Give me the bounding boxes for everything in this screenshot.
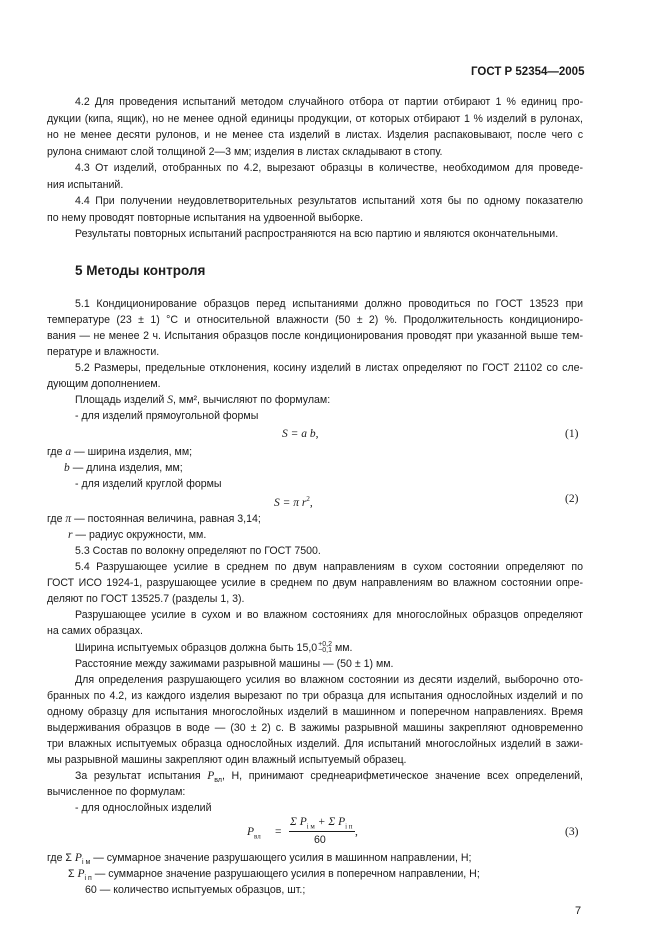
text-line: Площадь изделий S, мм², вычисляют по формулам: — [75, 394, 331, 406]
list-item: - для изделий круглой формы — [75, 478, 222, 490]
text-line: 5.1 Кондиционирование образцов перед испытаниями должно проводиться по ГОСТ 13523 при — [75, 298, 583, 310]
equation-number: (2) — [565, 493, 579, 505]
text-line: ния испытаний. — [47, 179, 124, 191]
text-line: r — радиус окружности, мм. — [68, 529, 207, 541]
text-line: Σ $P_{i п}$ — суммарное значение разрушающего усилия в поперечном направлении, Н; — [68, 868, 480, 883]
paragraph-5-3: 5.3 Состав по волокну определяют по ГОСТ 7500. — [75, 545, 321, 557]
text-line: Для определения разрушающего усилия во влажном состоянии из десяти изделий, выборочно ото- — [75, 674, 583, 686]
formula-2: S = π $r^2$, — [274, 495, 313, 509]
list-item: - для изделий прямоугольной формы — [75, 410, 259, 422]
text-line: температуре (23 ± 1) °С и относительной влажности (50 ± 2) %. Продолжительность кондициониро- — [47, 314, 583, 326]
text-line: где a — ширина изделия, мм; — [47, 446, 193, 458]
text-line: 4.2 Для проведения испытаний методом случайного отбора от партии отбирают 1 % единиц про- — [75, 96, 583, 108]
text-line: Расстояние между зажимами разрывной машины — (50 ± 1) мм. — [75, 658, 394, 670]
doc-code-header: ГОСТ Р 52354—2005 — [471, 66, 585, 78]
equation-number: (1) — [565, 428, 579, 440]
text-line: 5.2 Размеры, предельные отклонения, косину изделий в листах определяют по ГОСТ 21102 со сле- — [75, 362, 583, 374]
text-line: где π — постоянная величина, равная 3,14; — [47, 513, 261, 525]
text-line: дукции (кипа, ящик), но не менее одной единицы продукции, от которых отбирают 1 % изделий в рулонах, — [47, 113, 583, 125]
text-line: бранных по 4.2, из каждого изделия вырезают по три образца для испытания однослойных изделий и по — [47, 690, 583, 702]
text-line: на самих образцах. — [47, 625, 143, 637]
text-line: 4.4 При получении неудовлетворительных результатов испытаний хотя бы по одному показателю — [75, 195, 583, 207]
formula-numerator: Σ $P_{i м} + \Sigma$ $P_{i п}$ — [290, 816, 353, 831]
list-item: - для однослойных изделий — [75, 802, 212, 814]
text-line: выдерживания образцов в воде — (30 ± 2) с. В зажимы разрывной машины закрепляют одновременно — [47, 722, 583, 734]
text-line: 60 — количество испытуемых образцов, шт.; — [85, 884, 306, 896]
section-heading: 5 Методы контроля — [75, 263, 206, 278]
text-line: 5.4 Разрушающее усилие в среднем по двум направлениям в сухом состоянии определяют по — [75, 561, 583, 573]
formula-equals: = — [275, 826, 282, 838]
text-line: Результаты повторных испытаний распространяются на всю партию и являются окончательными. — [75, 228, 559, 240]
text-line: b — длина изделия, мм; — [64, 462, 183, 474]
equation-number: (3) — [565, 826, 579, 838]
text-line: по нему проводят повторные испытания на удвоенной выборке. — [47, 212, 364, 224]
text-line: 4.3 От изделий, отобранных по 4.2, вырезают образцы в количестве, необходимом для проведе- — [75, 162, 583, 174]
text-line: но не менее десяти рулонов, и не менее ста изделий в листах. Изделия распаковывают, после чего с — [47, 129, 583, 141]
page-number: 7 — [575, 905, 582, 917]
text-line: ГОСТ ИСО 1924-1, разрушающее усилие в среднем по двум направлениям во влажном состоянии опре- — [47, 577, 583, 589]
formula-lhs: $P_{вл}$ — [247, 826, 261, 841]
text-line: где Σ $P_{i м}$ — суммарное значение разрушающего усилия в машинном направлении, Н; — [47, 852, 472, 867]
text-line: пературе и влажности. — [47, 346, 160, 358]
text-line: вания — не менее 2 ч. Испытания образцов после кондиционирования проводят при указанной выше тем- — [47, 330, 583, 342]
text-line: Ширина испытуемых образцов должна быть 15,0 +0,2 −0,1 мм. — [75, 641, 353, 655]
text-line: деляют по ГОСТ 13525.7 (разделы 1, 3). — [47, 593, 245, 605]
text-line: три влажных испытуемых образца однослойных изделий. Для испытаний многослойных изделий в зажи- — [47, 738, 583, 750]
text-line: дующим дополнением. — [47, 378, 161, 390]
formula-denominator: 60 — [314, 834, 326, 846]
formula-1: S = a b, — [282, 428, 319, 440]
text-line: За результат испытания $P_{вл}$, Н, принимают среднеарифметическое значение всех определений, — [75, 770, 583, 785]
text-line: одному образцу для испытания многослойных изделий в машинном и поперечном направлениях. Время — [47, 706, 583, 718]
fraction-bar — [289, 831, 355, 832]
formula-tail: , — [355, 826, 358, 838]
text-line: мы разрывной машины закрепляют один влажный испытуемый образец. — [47, 754, 407, 766]
text-line: Разрушающее усилие в сухом и во влажном состояниях для многослойных образцов определяют — [75, 609, 583, 621]
text-line: вычисленное по формулам: — [47, 786, 186, 798]
text-line: рулона снимают слой толщиной 2—3 мм; изделия в листах складывают в стопу. — [47, 146, 443, 158]
